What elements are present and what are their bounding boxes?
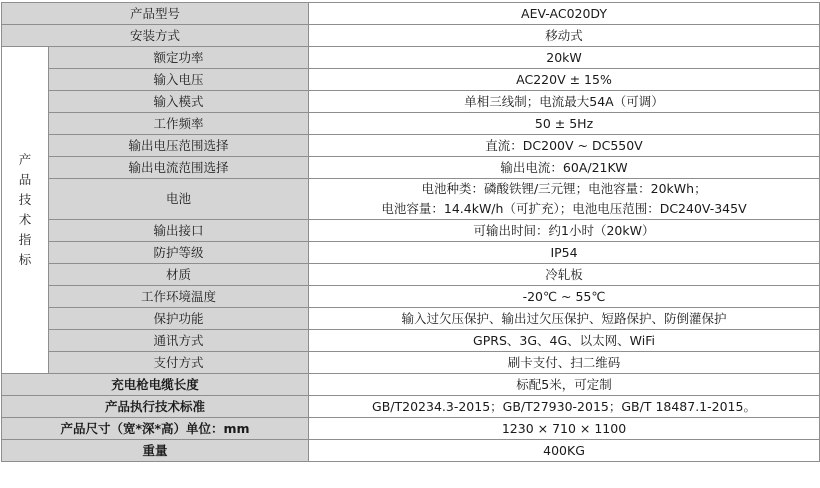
row-value-battery [309,179,820,220]
row-value-frequency: 50 ± 5Hz [309,113,820,135]
battery-line-1: 电池种类：磷酸铁锂/三元锂；电池容量：20kWh； [421,181,707,196]
group-label-char: 技 [18,192,32,207]
row-value-standards: GB/T20234.3-2015；GB/T27930-2015；GB/T 18487.1-2015。 [309,396,820,418]
table-row [2,264,820,286]
row-label-protection-functions: 保护功能 [49,308,309,330]
row-label-output-voltage-range: 输出电压范围选择 [49,135,309,157]
row-label-battery: 电池 [49,179,309,220]
row-label-protection-rating: 防护等级 [49,242,309,264]
row-label-cable-length: 充电枪电缆长度 [2,374,309,396]
table-row [2,69,820,91]
table-row [2,418,820,440]
table-row [2,308,820,330]
row-label-communication: 通讯方式 [49,330,309,352]
row-label-rated-power: 额定功率 [49,47,309,69]
row-label-model: 产品型号 [2,3,309,25]
row-value-cable-length: 标配5米，可定制 [309,374,820,396]
row-label-weight: 重量 [2,440,309,462]
row-value-dimensions: 1230 × 710 × 1100 [309,418,820,440]
table-row [2,25,820,47]
group-label-char: 产 [18,152,32,167]
row-value-output-voltage-range: 直流：DC200V ~ DC550V [309,135,820,157]
row-value-input-voltage: AC220V ± 15% [309,69,820,91]
group-label-char: 品 [18,172,32,187]
row-value-install: 移动式 [309,25,820,47]
table-row [2,47,820,69]
table-row [2,220,820,242]
group-label-tech-specs [2,47,49,374]
row-value-model: AEV-AC020DY [309,3,820,25]
table-row [2,157,820,179]
row-value-output-port: 可输出时间：约1小时（20kW） [309,220,820,242]
row-label-frequency: 工作频率 [49,113,309,135]
table-row [2,113,820,135]
row-value-protection-functions: 输入过欠压保护、输出过欠压保护、短路保护、防倒灌保护 [309,308,820,330]
spec-table [1,2,820,462]
row-label-standards: 产品执行技术标准 [2,396,309,418]
table-row [2,91,820,113]
table-row [2,135,820,157]
group-label-char: 术 [18,212,32,227]
table-row [2,286,820,308]
group-label-char: 标 [18,252,32,267]
row-value-payment: 刷卡支付、扫二维码 [309,352,820,374]
row-value-input-mode: 单相三线制；电流最大54A（可调） [309,91,820,113]
battery-line-2: 电池容量：14.4kW/h（可扩充）；电池电压范围：DC240V-345V [381,201,747,216]
row-value-output-current-range: 输出电流：60A/21KW [309,157,820,179]
row-label-input-voltage: 输入电压 [49,69,309,91]
table-row [2,440,820,462]
row-label-output-current-range: 输出电流范围选择 [49,157,309,179]
group-label-char: 指 [18,232,32,247]
table-row [2,374,820,396]
table-row [2,3,820,25]
table-row [2,396,820,418]
row-value-material: 冷轧板 [309,264,820,286]
row-label-material: 材质 [49,264,309,286]
row-label-payment: 支付方式 [49,352,309,374]
row-label-temperature: 工作环境温度 [49,286,309,308]
table-row [2,179,820,220]
table-row [2,242,820,264]
row-value-weight: 400KG [309,440,820,462]
table-row [2,352,820,374]
table-row [2,330,820,352]
row-label-dimensions: 产品尺寸（宽*深*高）单位：mm [2,418,309,440]
row-value-protection-rating: IP54 [309,242,820,264]
row-value-rated-power: 20kW [309,47,820,69]
row-label-input-mode: 输入模式 [49,91,309,113]
row-label-output-port: 输出接口 [49,220,309,242]
row-value-temperature: -20℃ ~ 55℃ [309,286,820,308]
row-value-communication: GPRS、3G、4G、以太网、WiFi [309,330,820,352]
row-label-install: 安装方式 [2,25,309,47]
